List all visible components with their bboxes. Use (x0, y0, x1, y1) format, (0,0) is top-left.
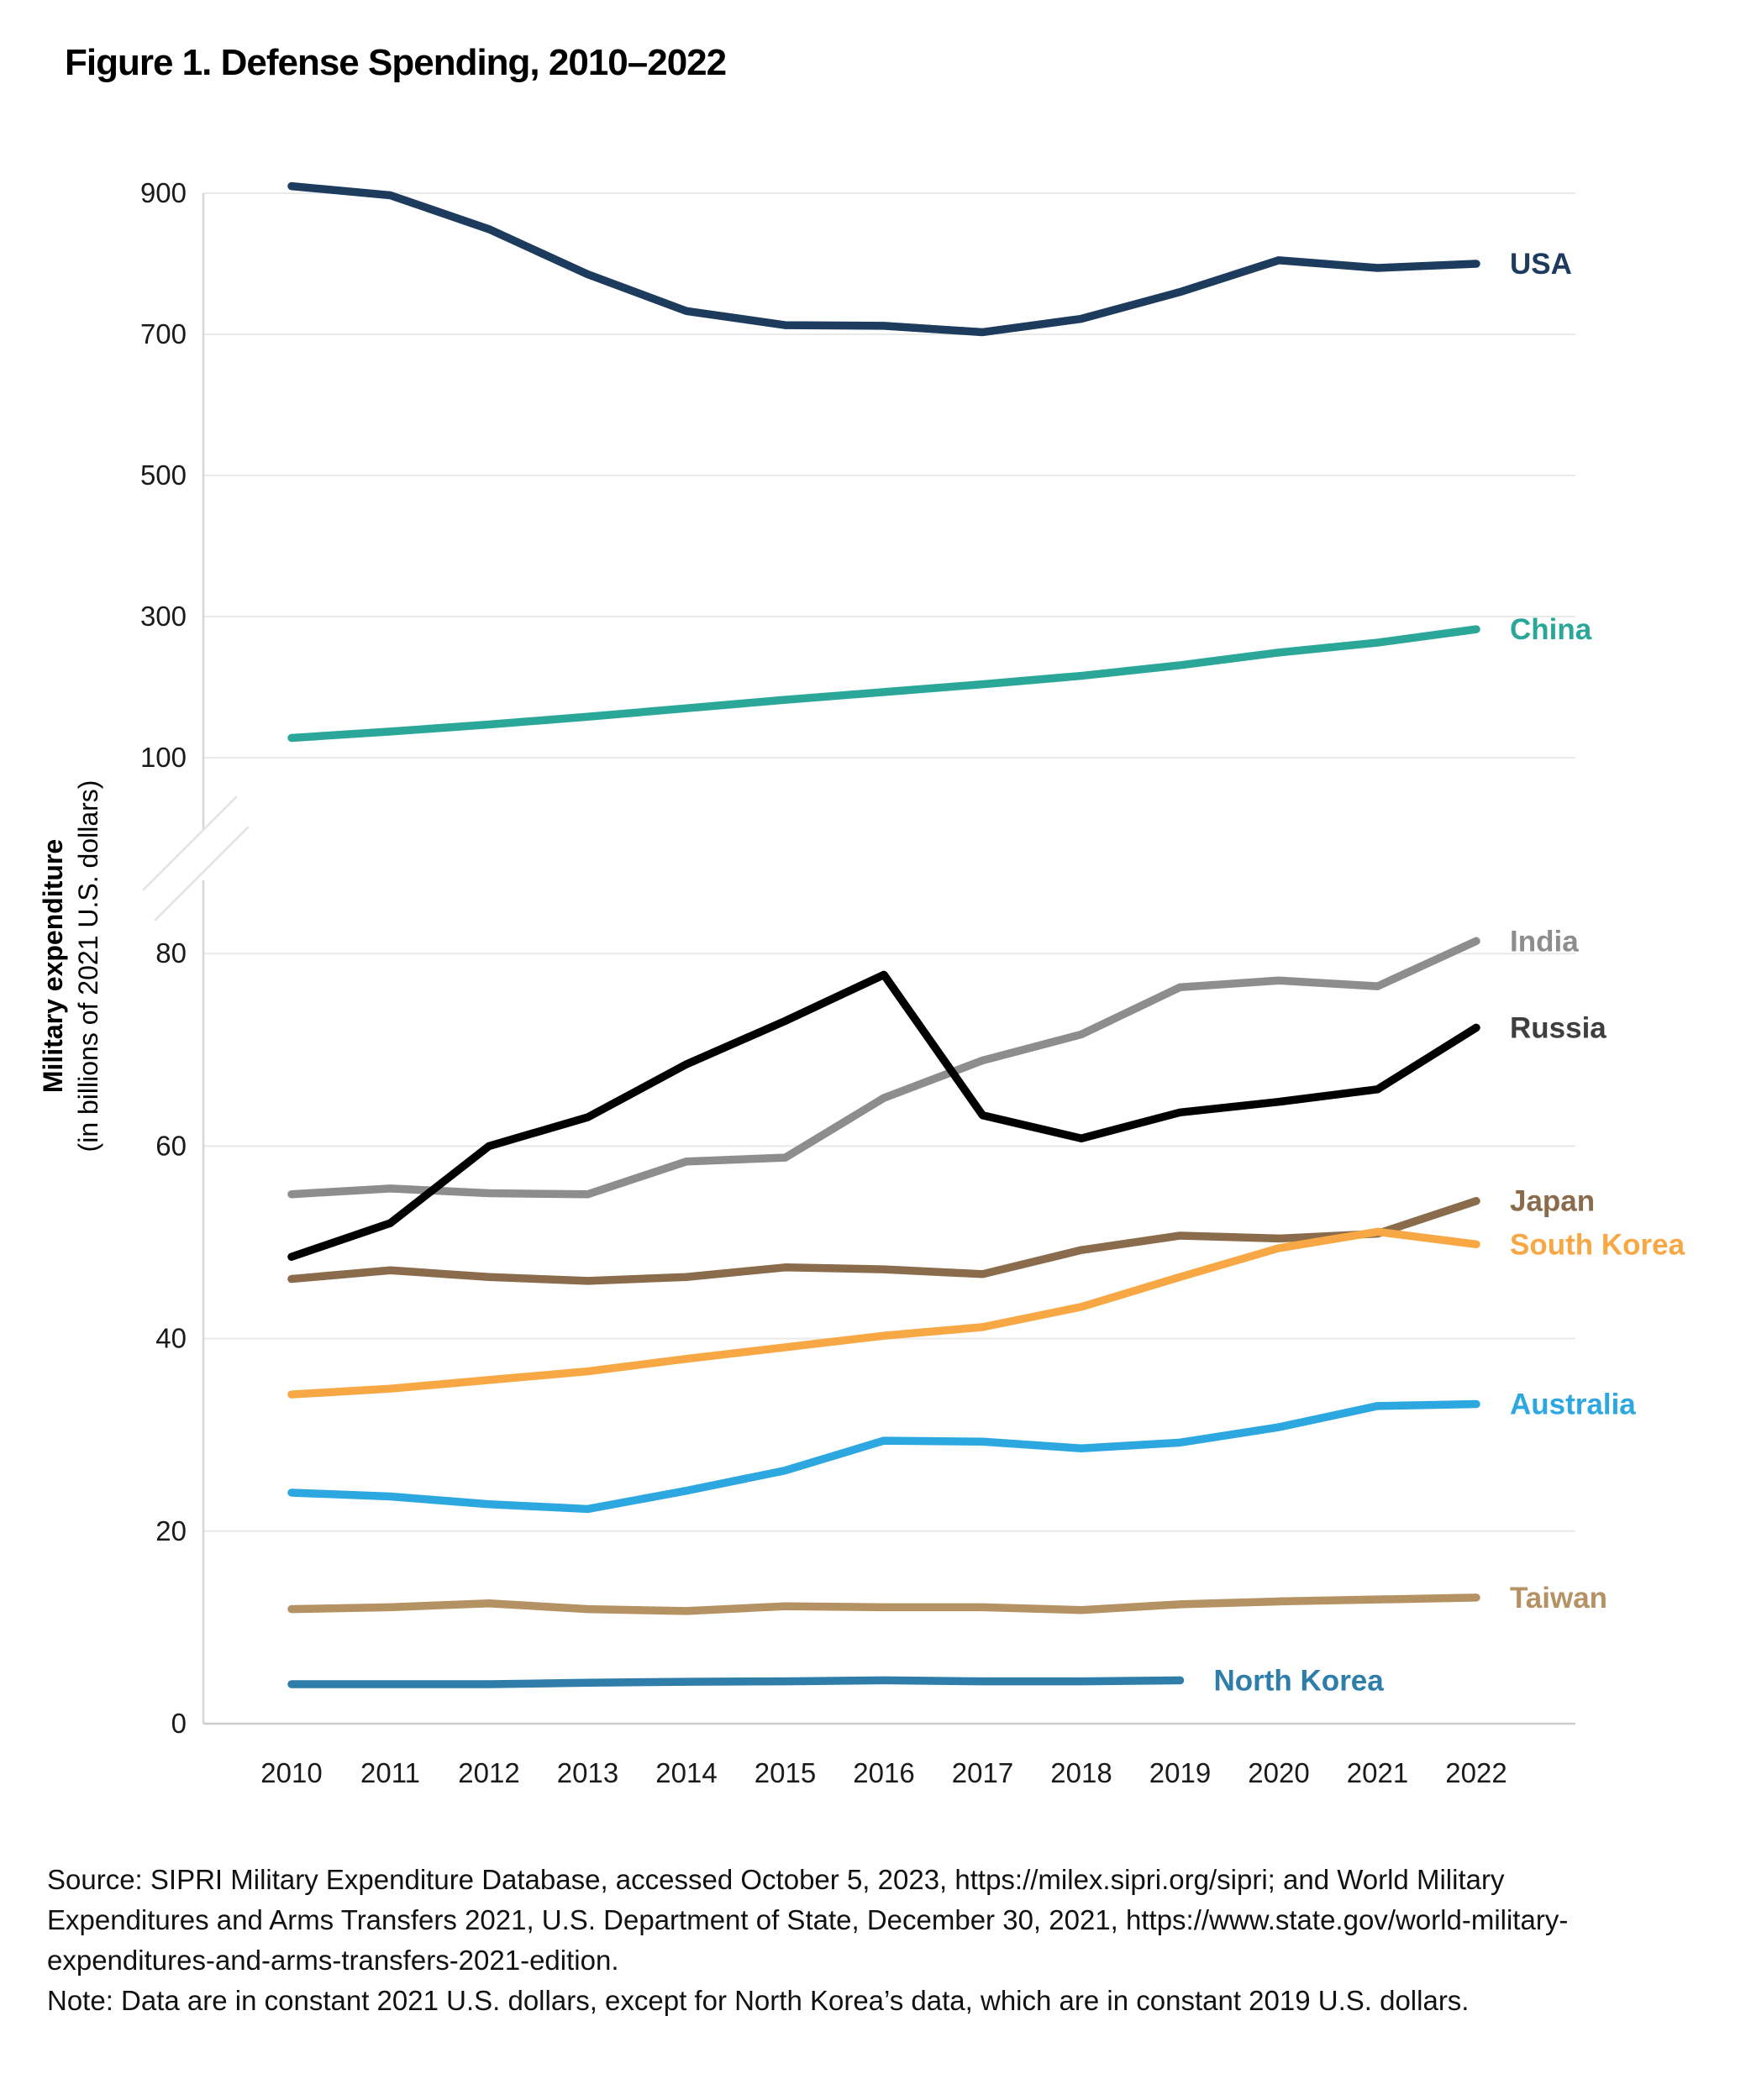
chart-title: Figure 1. Defense Spending, 2010–2022 (65, 42, 727, 83)
source-note (47, 1860, 1568, 2021)
source-line-1: Source: SIPRI Military Expenditure Database, accessed October 5, 2023, https://milex.sipri.org/sipri; and World Military (47, 1864, 1505, 1895)
series-line-usa (292, 186, 1476, 333)
y-tick-60: 60 (155, 1130, 187, 1162)
x-tick-2021: 2021 (1346, 1757, 1409, 1788)
y-axis-subtitle: (in billions of 2021 U.S. dollars) (73, 780, 103, 1152)
y-axis-title: Military expenditure (38, 838, 68, 1094)
x-tick-2022: 2022 (1445, 1757, 1507, 1788)
x-tick-2010: 2010 (260, 1757, 323, 1788)
x-tick-2011: 2011 (360, 1757, 420, 1788)
x-tick-2015: 2015 (754, 1757, 817, 1788)
axis-break-mark (155, 827, 249, 921)
x-tick-2012: 2012 (458, 1757, 520, 1788)
y-tick-40: 40 (155, 1322, 187, 1354)
y-tick-500: 500 (139, 459, 187, 491)
series-label-russia: Russia (1510, 1011, 1606, 1045)
x-tick-2013: 2013 (556, 1757, 619, 1788)
series-label-australia: Australia (1510, 1388, 1636, 1421)
y-tick-80: 80 (155, 937, 187, 969)
note-line: Note: Data are in constant 2021 U.S. dollars, except for North Korea’s data, which are in constant 2019 U.S. dollars. (47, 1985, 1470, 2016)
series-line-china (292, 629, 1476, 738)
series-label-north-korea: North Korea (1213, 1664, 1384, 1698)
series-line-north-korea (292, 1680, 1180, 1684)
axis-break-mark (143, 796, 237, 890)
x-tick-2017: 2017 (951, 1757, 1014, 1788)
y-tick-0: 0 (171, 1708, 187, 1739)
series-line-australia (292, 1404, 1476, 1509)
x-tick-2016: 2016 (853, 1757, 915, 1788)
y-tick-20: 20 (155, 1515, 187, 1546)
series-line-taiwan (292, 1598, 1476, 1611)
series-label-china: China (1510, 613, 1592, 647)
x-tick-2020: 2020 (1248, 1757, 1310, 1788)
y-tick-300: 300 (139, 601, 187, 632)
x-tick-2019: 2019 (1149, 1757, 1212, 1788)
series-line-south-korea (292, 1231, 1476, 1394)
series-label-south-korea: South Korea (1510, 1228, 1685, 1262)
y-tick-100: 100 (139, 742, 187, 773)
series-label-india: India (1510, 925, 1579, 958)
series-label-taiwan: Taiwan (1510, 1581, 1608, 1614)
x-tick-2014: 2014 (655, 1757, 718, 1788)
source-line-2: Expenditures and Arms Transfers 2021, U.S. Department of State, December 30, 2021, https://www.state.gov/world-military- (47, 1904, 1569, 1935)
y-tick-700: 700 (139, 318, 187, 349)
series-label-usa: USA (1510, 248, 1572, 281)
source-line-3: expenditures-and-arms-transfers-2021-edition. (47, 1945, 619, 1976)
y-tick-900: 900 (139, 177, 187, 208)
series-line-russia (292, 974, 1476, 1257)
series-label-japan: Japan (1510, 1184, 1596, 1218)
x-tick-2018: 2018 (1050, 1757, 1112, 1788)
